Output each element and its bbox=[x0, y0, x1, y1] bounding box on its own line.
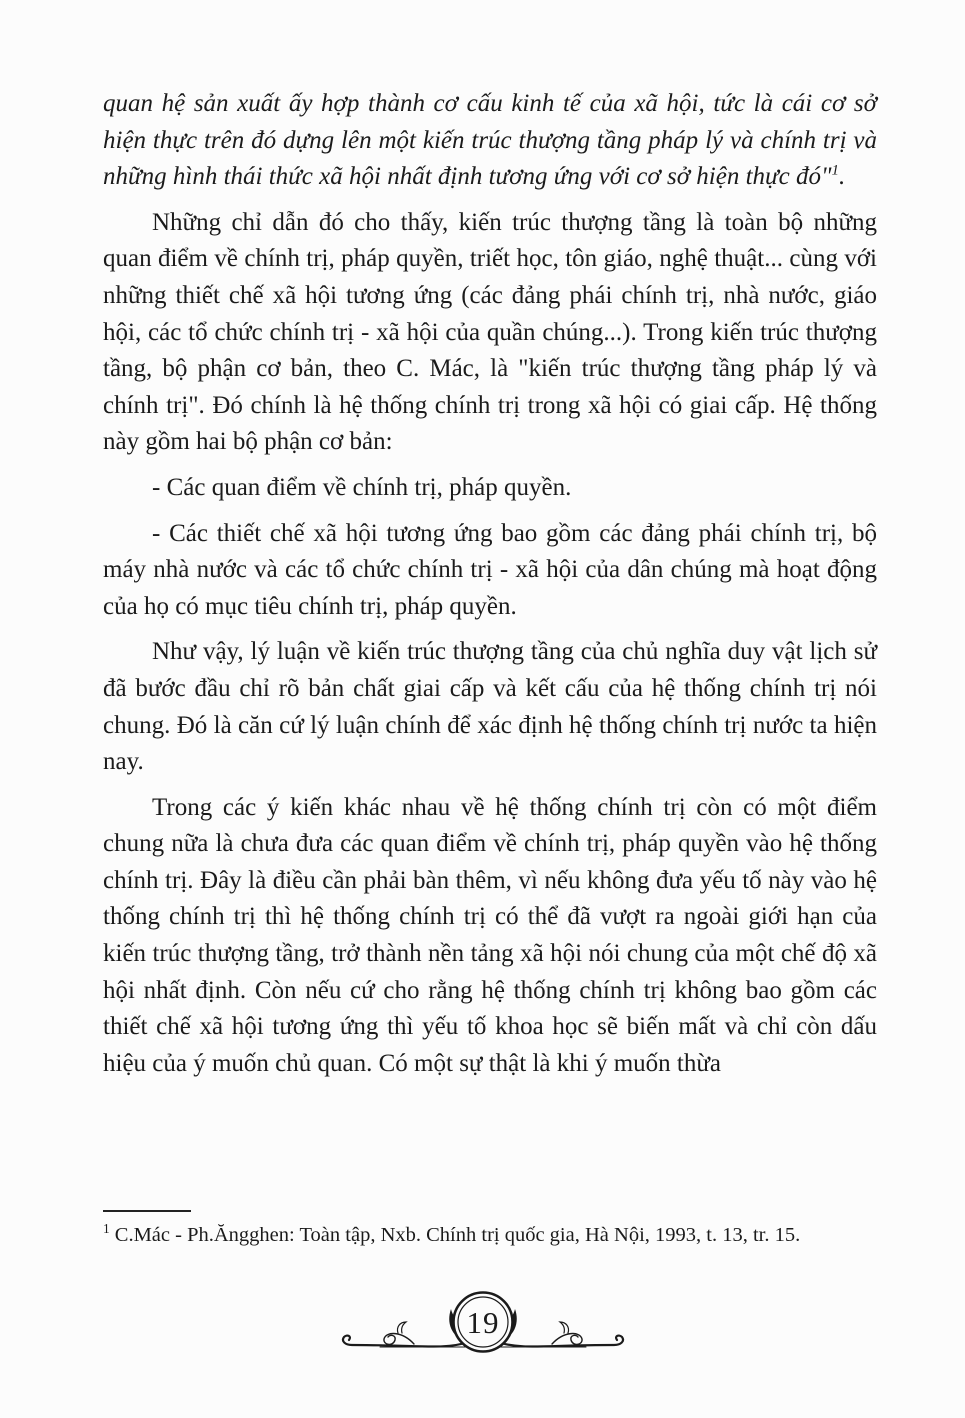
footnote-reference: 1 bbox=[831, 162, 840, 179]
paragraph: - Các quan điểm về chính trị, pháp quyền. bbox=[152, 473, 572, 501]
paragraph: quan hệ sản xuất ấy hợp thành cơ cấu kinh tế của xã hội, tức là cái cơ sở hiện thực trên đó dựng lên một kiến trúc thượng tầng pháp lý và chính trị và những hình thái thức xã hội nhất định tương ứng với cơ sở hiện thực đó"$^1$. bbox=[103, 90, 877, 191]
paragraph: Như vậy, lý luận về kiến trúc thượng tầng của chủ nghĩa duy vật lịch sử đã bước đầu chỉ rõ bản chất giai cấp và kết cấu của hệ thống chính trị nói chung. Đó là căn cứ lý luận chính để xác định hệ thống chính trị nước ta hiện nay. bbox=[103, 638, 877, 776]
paragraph: - Các thiết chế xã hội tương ứng bao gồm các đảng phái chính trị, bộ máy nhà nước và các tổ chức chính trị - xã hội của dân chúng mà hoạt động của họ có mục tiêu chính trị, pháp quyền. bbox=[103, 519, 877, 620]
paragraph: Trong các ý kiến khác nhau về hệ thống chính trị còn có một điểm chung nữa là chưa đưa các quan điểm về chính trị, pháp quyền vào hệ thống chính trị. Đây là điều cần phải bàn thêm, vì nếu không đưa yếu tố này vào hệ thống chính trị thì hệ thống chính trị có thể đã vượt ra ngoài giới hạn của kiến trúc thượng tầng, trở thành nền tảng xã hội nói chung của một chế độ xã hội nhất định. Còn nếu cứ cho rằng hệ thống chính trị không bao gồm các thiết chế xã hội tương ứng thì yếu tố khoa học sẽ biến mất và chỉ còn dấu hiệu của ý muốn chủ quan. Có một sự thật là khi ý muốn thừa bbox=[103, 793, 877, 1077]
footnote-separator-rule bbox=[103, 1210, 191, 1212]
page-number: 19 bbox=[466, 1305, 499, 1340]
footnote-text: C.Mác - Ph.Ăngghen: Toàn tập, Nxb. Chính trị quốc gia, Hà Nội, 1993, t. 13, tr. 15. bbox=[114, 1224, 801, 1246]
page-text-block bbox=[103, 86, 877, 1082]
footnote-marker: 1 bbox=[103, 1221, 110, 1237]
footnote-area bbox=[103, 1210, 877, 1249]
paragraph: Những chỉ dẫn đó cho thấy, kiến trúc thượng tầng là toàn bộ những quan điểm về chính trị, pháp quyền, triết học, tôn giáo, nghệ thuật... cùng với những thiết chế xã hội tương ứng (các đảng phái chính trị, nhà nước, giáo hội, các tổ chức chính trị - xã hội của quần chúng...). Trong kiến trúc thượng tầng, bộ phận cơ bản, theo C. Mác, là "kiến trúc thượng tầng pháp lý và chính trị". Đó chính là hệ thống chính trị trong xã hội có giai cấp. Hệ thống này gồm hai bộ phận cơ bản: bbox=[103, 208, 877, 456]
footnote bbox=[103, 1222, 877, 1249]
page-footer-ornament-icon bbox=[338, 1289, 628, 1367]
